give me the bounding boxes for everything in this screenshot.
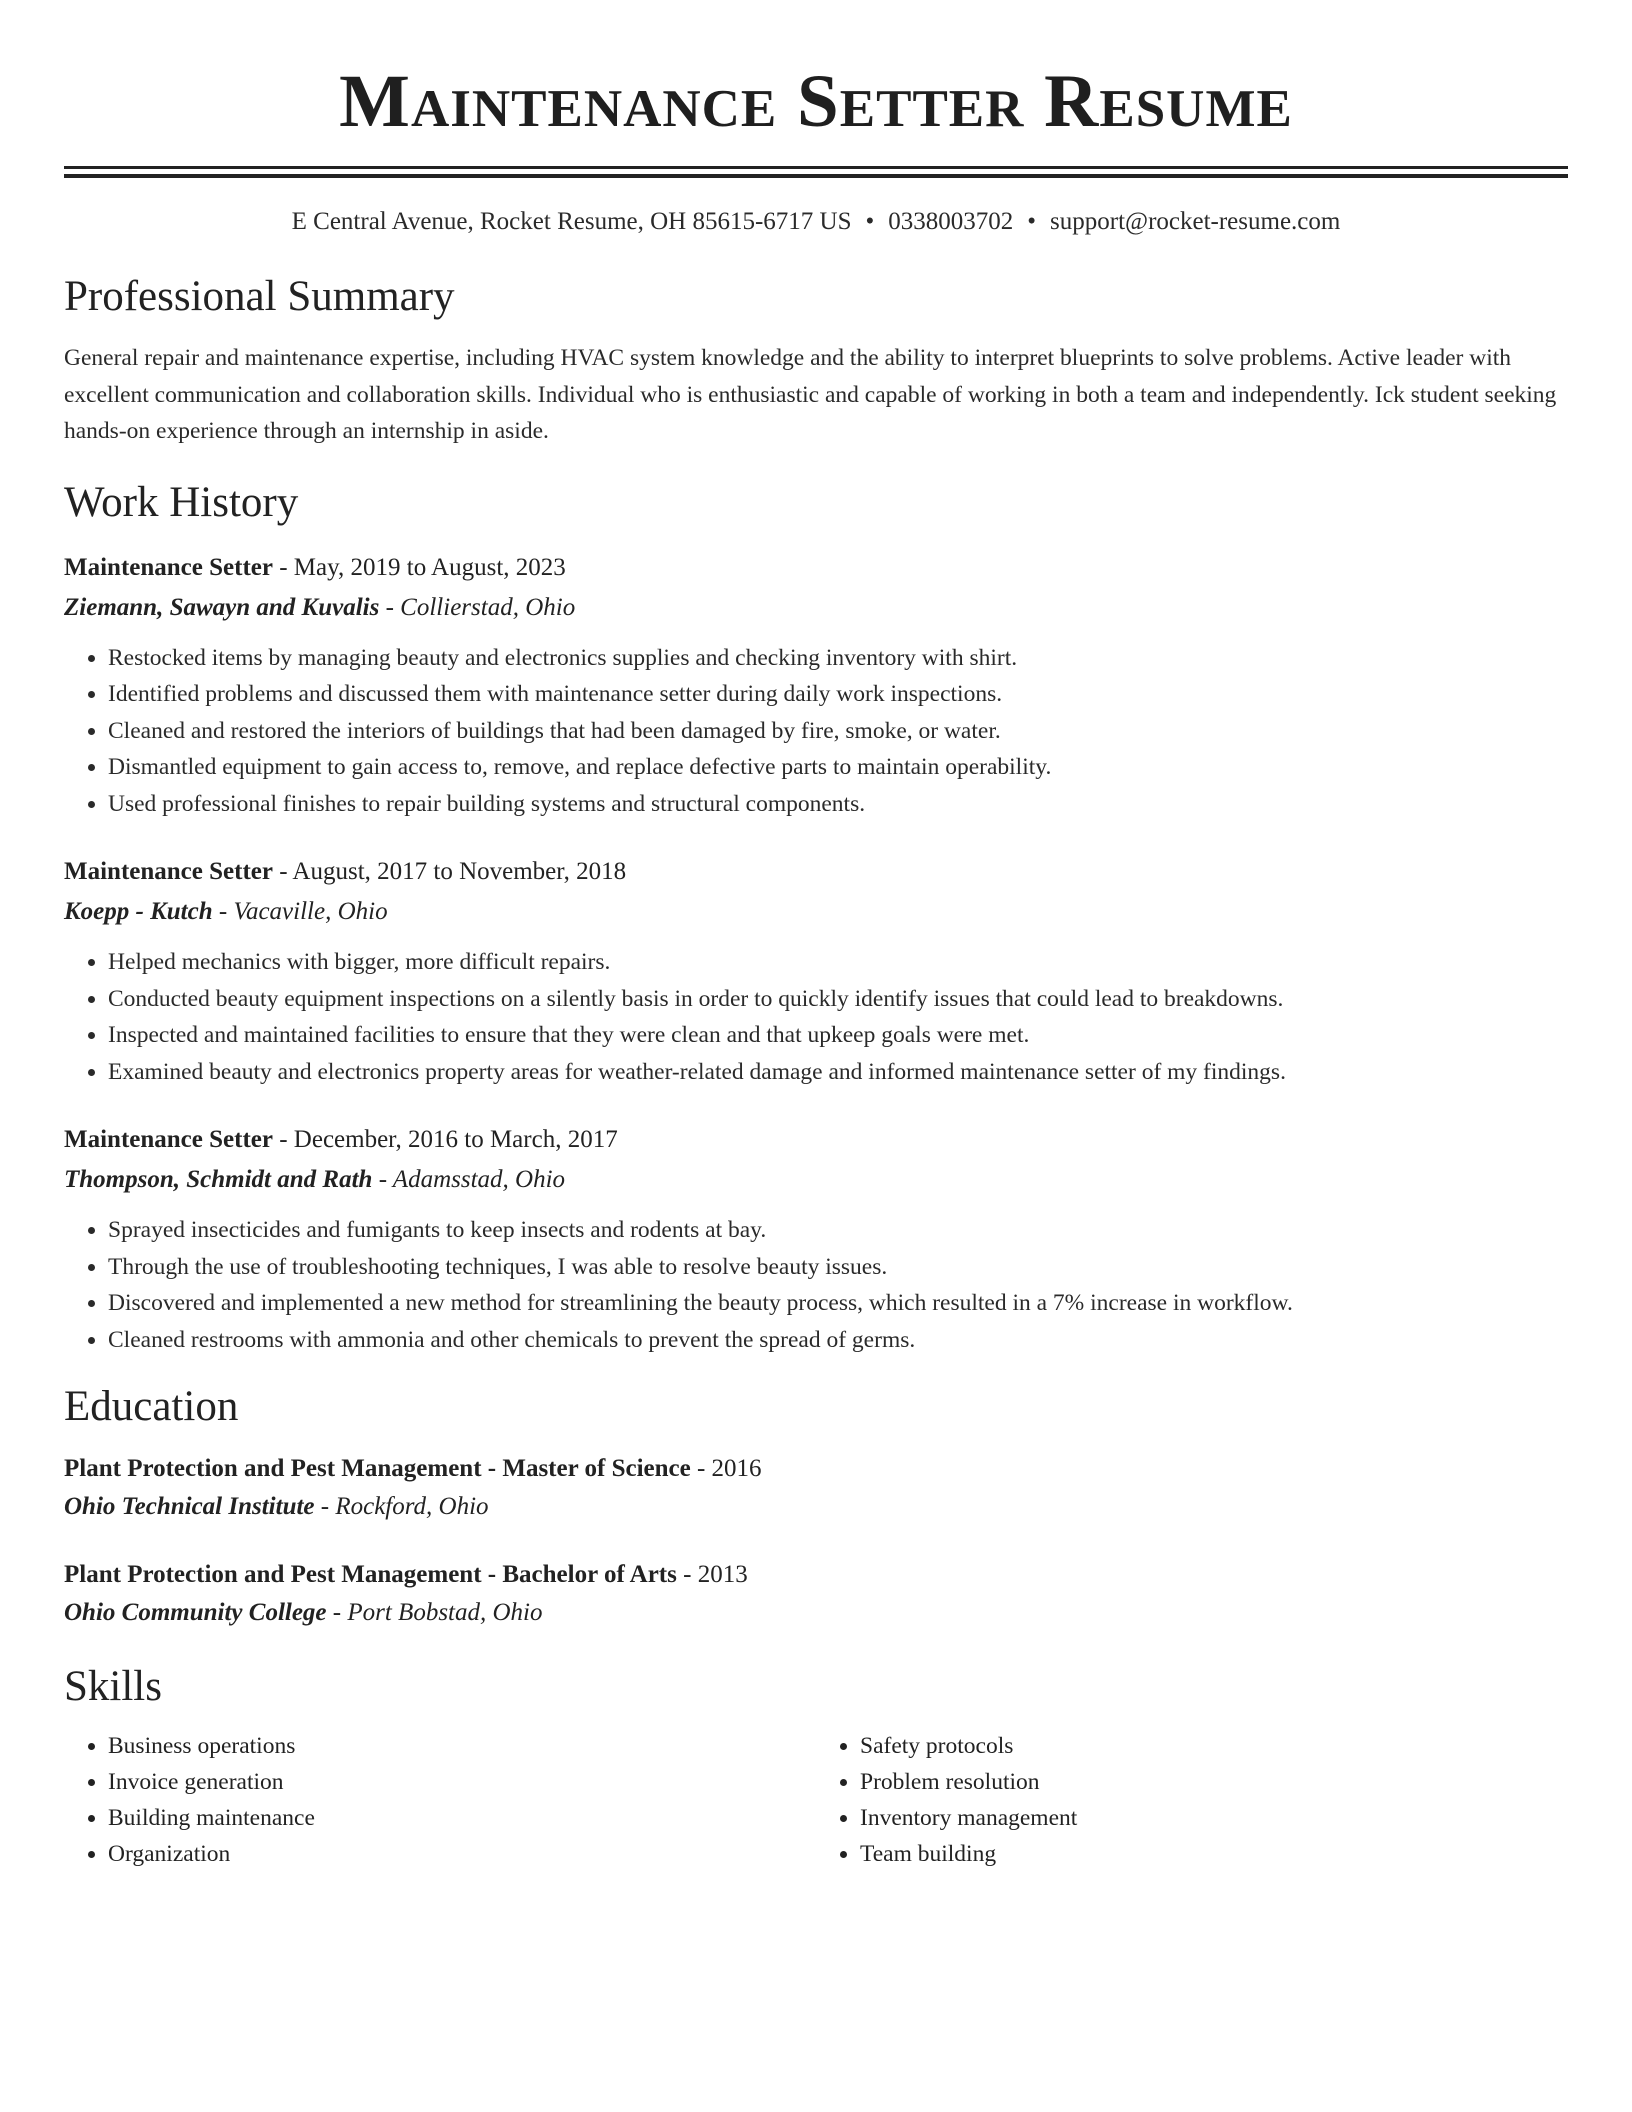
education-location: - Port Bobstad, Ohio xyxy=(326,1599,543,1626)
job-dates: - May, 2019 to August, 2023 xyxy=(272,553,566,581)
job-entry xyxy=(64,548,1568,823)
education-degree: Plant Protection and Pest Management - Bachelor of Arts xyxy=(64,1561,677,1588)
list-item: • Sprayed insecticides and fumigants to keep insects and rodents at bay. xyxy=(108,1212,1568,1249)
education-degree-line xyxy=(64,1450,1568,1488)
job-role: Maintenance Setter xyxy=(64,553,273,581)
title-divider xyxy=(64,166,1568,178)
skills-list-right xyxy=(816,1728,1568,1872)
list-item: • Used professional finishes to repair building systems and structural components. xyxy=(108,786,1568,823)
list-item: • Inventory management xyxy=(860,1800,1568,1836)
education-school-line xyxy=(64,1488,1568,1526)
job-dates: - December, 2016 to March, 2017 xyxy=(272,1126,618,1153)
job-entry xyxy=(64,852,1568,1090)
job-role: Maintenance Setter xyxy=(64,858,273,885)
education-school: Ohio Technical Institute xyxy=(64,1493,315,1520)
education-school-line xyxy=(64,1594,1568,1632)
skills-columns xyxy=(64,1728,1568,1872)
job-employer xyxy=(64,1160,1568,1200)
contact-email: support@rocket-resume.com xyxy=(1050,208,1341,235)
list-item: • Business operations xyxy=(108,1728,816,1764)
list-item: • Safety protocols xyxy=(860,1728,1568,1764)
job-employer xyxy=(64,588,1568,628)
education-year: - 2013 xyxy=(676,1561,748,1588)
list-item: • Identified problems and discussed them with maintenance setter during daily work inspections. xyxy=(108,676,1568,713)
contact-phone: 0338003702 xyxy=(888,208,1014,235)
list-item: • Building maintenance xyxy=(108,1800,816,1836)
education-degree: Plant Protection and Pest Management - Master of Science xyxy=(64,1455,691,1482)
list-item: • Restocked items by managing beauty and electronics supplies and checking inventory with shirt. xyxy=(108,640,1568,677)
list-item: • Problem resolution xyxy=(860,1764,1568,1800)
job-location: - Vacaville, Ohio xyxy=(212,898,388,925)
list-item: • Examined beauty and electronics property areas for weather-related damage and informed maintenance setter of my findings. xyxy=(108,1054,1568,1091)
job-location: - Adamsstad, Ohio xyxy=(372,1166,566,1193)
job-duties xyxy=(64,1212,1568,1358)
resume-title: Maintenance Setter Resume xyxy=(339,60,1293,143)
list-item: • Dismantled equipment to gain access to, remove, and replace defective parts to maintain operability. xyxy=(108,749,1568,786)
contact-separator: • xyxy=(1027,208,1037,235)
education-location: - Rockford, Ohio xyxy=(314,1493,489,1520)
skills-list-left xyxy=(64,1728,816,1872)
education-entry xyxy=(64,1450,1568,1526)
job-company: Ziemann, Sawayn and Kuvalis xyxy=(64,593,380,621)
job-header xyxy=(64,548,1568,588)
job-company: Koepp - Kutch xyxy=(64,898,213,925)
list-item: • Conducted beauty equipment inspections on a silently basis in order to quickly identify issues that could lead to breakdowns. xyxy=(108,981,1568,1018)
contact-line xyxy=(64,206,1568,238)
contact-address: E Central Avenue, Rocket Resume, OH 85615-6717 US xyxy=(291,208,852,235)
list-item: • Organization xyxy=(108,1836,816,1872)
work-history-heading: Work History xyxy=(64,478,299,526)
job-dates: - August, 2017 to November, 2018 xyxy=(272,858,627,885)
job-company: Thompson, Schmidt and Rath xyxy=(64,1166,373,1193)
list-item: • Team building xyxy=(860,1836,1568,1872)
education-entry xyxy=(64,1556,1568,1632)
job-header xyxy=(64,1120,1568,1160)
job-duties xyxy=(64,944,1568,1090)
job-location: - Collierstad, Ohio xyxy=(379,593,576,621)
summary-text: General repair and maintenance expertise, including HVAC system knowledge and the ability to interpret blueprints to solve problems. Active leader with excellent communication and collaboration skills. Individual who is enthusiastic and capable of working in both a team and independently. Ick student seeking hands-on experience through an internship in aside. xyxy=(64,345,1557,444)
job-entry xyxy=(64,1120,1568,1358)
list-item: • Through the use of troubleshooting techniques, I was able to resolve beauty issues. xyxy=(108,1249,1568,1286)
skills-heading: Skills xyxy=(64,1663,162,1710)
list-item: • Discovered and implemented a new method for streamlining the beauty process, which resulted in a 7% increase in workflow. xyxy=(108,1285,1568,1322)
list-item: • Helped mechanics with bigger, more difficult repairs. xyxy=(108,944,1568,981)
education-degree-line xyxy=(64,1556,1568,1594)
list-item: • Inspected and maintained facilities to ensure that they were clean and that upkeep goals were met. xyxy=(108,1017,1568,1054)
education-school: Ohio Community College xyxy=(64,1599,327,1626)
list-item: • Invoice generation xyxy=(108,1764,816,1800)
education-year: - 2016 xyxy=(690,1455,762,1482)
job-header xyxy=(64,852,1568,892)
list-item: • Cleaned restrooms with ammonia and other chemicals to prevent the spread of germs. xyxy=(108,1322,1568,1359)
job-role: Maintenance Setter xyxy=(64,1126,273,1153)
education-heading: Education xyxy=(64,1383,239,1430)
job-employer xyxy=(64,892,1568,932)
job-duties xyxy=(64,640,1568,823)
list-item: • Cleaned and restored the interiors of buildings that had been damaged by fire, smoke, or water. xyxy=(108,713,1568,750)
contact-separator: • xyxy=(865,208,875,235)
summary-heading: Professional Summary xyxy=(64,273,455,320)
